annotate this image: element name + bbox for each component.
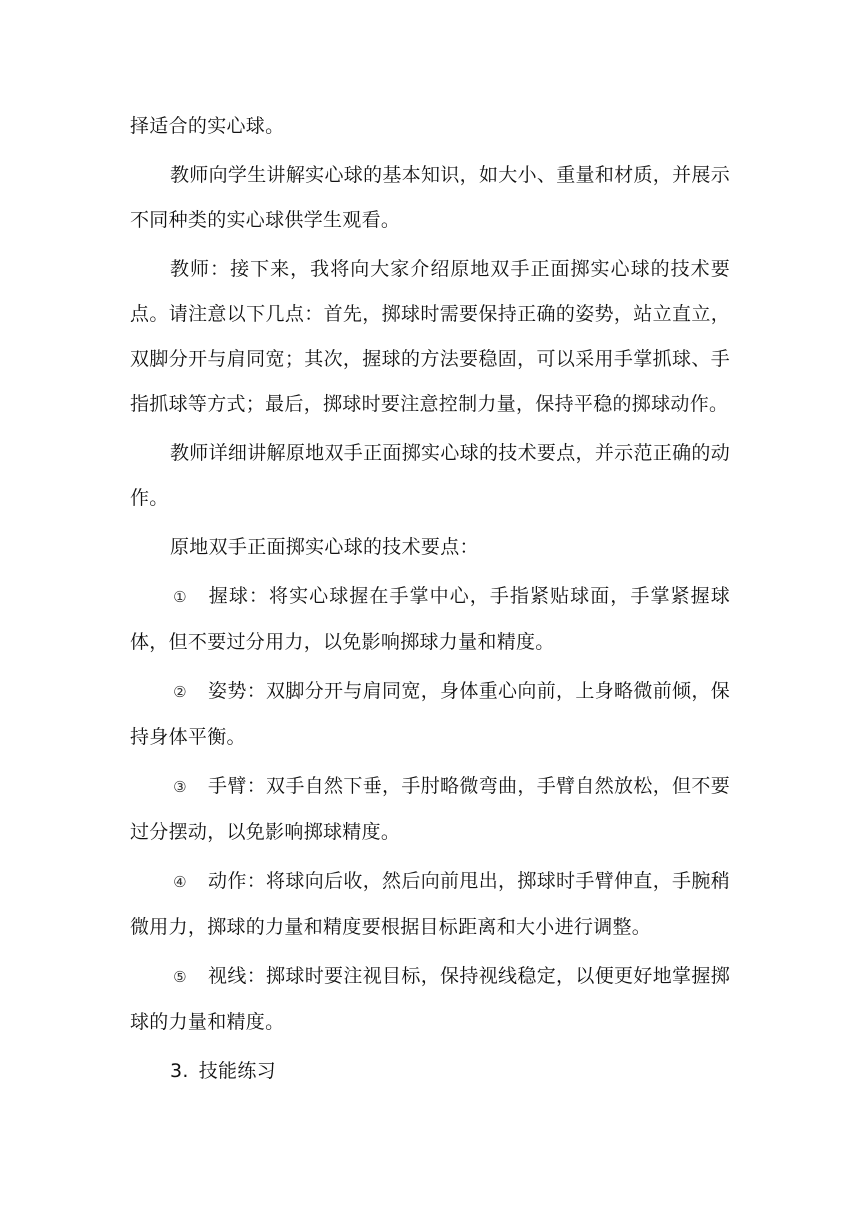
item-number: ① xyxy=(173,588,187,606)
item-text: 姿势：双脚分开与肩同宽，身体重心向前，上身略微前倾，保持身体平衡。 xyxy=(130,680,730,748)
paragraph-introduce-ball: 教师向学生讲解实心球的基本知识，如大小、重量和材质，并展示不同种类的实心球供学生观看。 xyxy=(130,164,730,231)
item-number: ② xyxy=(173,683,187,701)
document-body xyxy=(130,104,730,1094)
paragraph-key-points-heading: 原地双手正面掷实心球的技术要点： xyxy=(170,536,479,558)
section-heading xyxy=(130,1049,730,1094)
item-number: ③ xyxy=(173,778,187,796)
list-item-grip xyxy=(130,574,730,665)
list-item-action xyxy=(130,859,730,950)
paragraph-teacher-speech: 教师：接下来，我将向大家介绍原地双手正面掷实心球的技术要点。请注意以下几点：首先，掷球时需要保持正确的姿势，站立直立，双脚分开与肩同宽；其次，握球的方法要稳固，可以采用手掌抓球、手指抓球等方式；最后，掷球时要注意控制力量，保持平稳的掷球动作。 xyxy=(130,258,730,415)
section-number: 3. xyxy=(170,1060,189,1082)
item-text: 握球：将实心球握在手掌中心，手指紧贴球面，手掌紧握球体，但不要过分用力，以免影响掷球力量和精度。 xyxy=(130,585,730,653)
paragraph-teacher-demo: 教师详细讲解原地双手正面掷实心球的技术要点，并示范正确的动作。 xyxy=(130,442,730,509)
item-text: 视线：掷球时要注视目标，保持视线稳定，以便更好地掌握掷球的力量和精度。 xyxy=(130,965,730,1033)
item-text: 手臂：双手自然下垂，手肘略微弯曲，手臂自然放松，但不要过分摆动，以免影响掷球精度。 xyxy=(130,775,730,843)
list-item-posture xyxy=(130,669,730,760)
item-text: 动作：将球向后收，然后向前甩出，掷球时手臂伸直，手腕稍微用力，掷球的力量和精度要根据目标距离和大小进行调整。 xyxy=(130,870,730,938)
item-number: ⑤ xyxy=(173,968,187,986)
paragraph-continuation: 择适合的实心球。 xyxy=(130,115,285,137)
item-number: ④ xyxy=(173,873,187,891)
list-item-sight xyxy=(130,954,730,1045)
list-item-arms xyxy=(130,764,730,855)
section-title: 技能练习 xyxy=(198,1060,276,1082)
